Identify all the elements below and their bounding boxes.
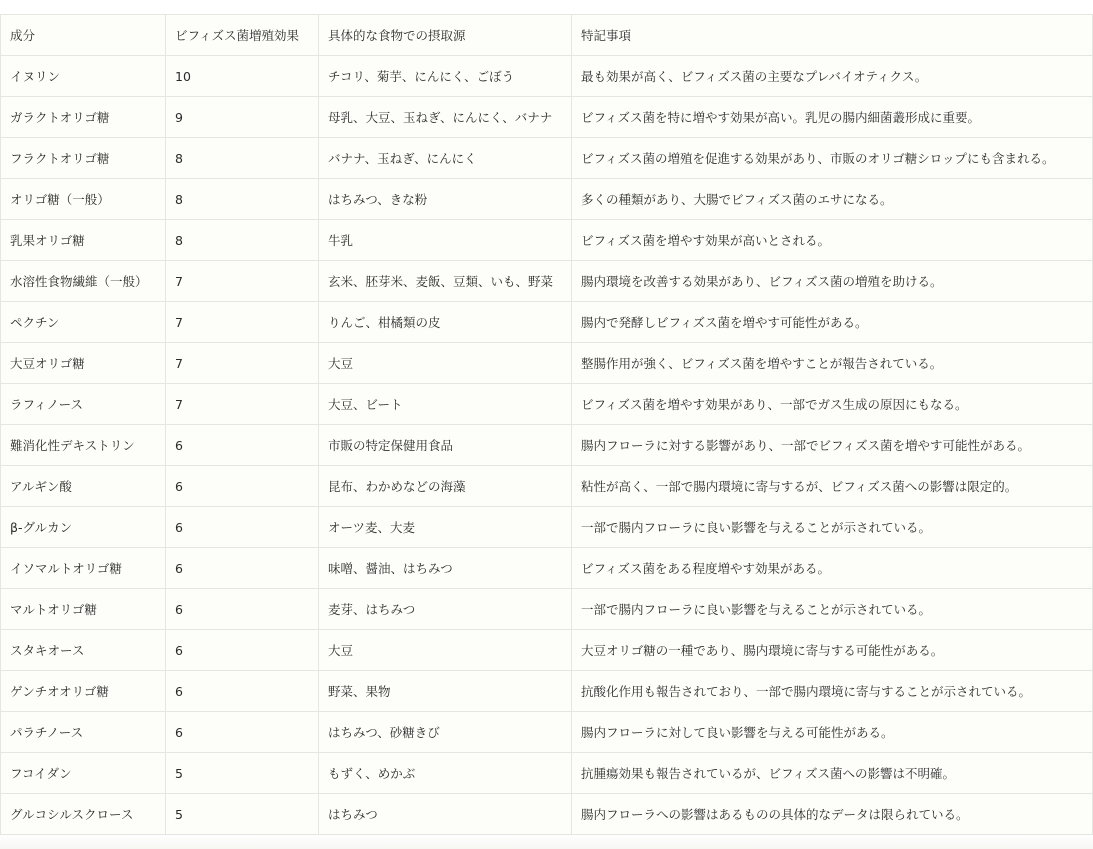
cell-effect-score: 9	[166, 97, 319, 138]
table-row	[1, 261, 1093, 302]
cell-ingredient: ガラクトオリゴ糖	[1, 97, 166, 138]
cell-food-source: 大豆	[319, 630, 572, 671]
cell-food-source: 昆布、わかめなどの海藻	[319, 466, 572, 507]
cell-food-source: オーツ麦、大麦	[319, 507, 572, 548]
cell-food-source: 野菜、果物	[319, 671, 572, 712]
header-effect: ビフィズス菌増殖効果	[166, 15, 319, 56]
table-container	[0, 14, 1093, 835]
cell-effect-score: 6	[166, 466, 319, 507]
cell-effect-score: 5	[166, 794, 319, 835]
cell-ingredient: スタキオース	[1, 630, 166, 671]
table-row	[1, 425, 1093, 466]
cell-notes: 腸内環境を改善する効果があり、ビフィズス菌の増殖を助ける。	[572, 261, 1093, 302]
cell-effect-score: 6	[166, 671, 319, 712]
cell-notes: 抗腫瘍効果も報告されているが、ビフィズス菌への影響は不明確。	[572, 753, 1093, 794]
cell-ingredient: β-グルカン	[1, 507, 166, 548]
cell-food-source: はちみつ	[319, 794, 572, 835]
cell-food-source: 麦芽、はちみつ	[319, 589, 572, 630]
cell-ingredient: グルコシルスクロース	[1, 794, 166, 835]
cell-notes: 最も効果が高く、ビフィズス菌の主要なプレバイオティクス。	[572, 56, 1093, 97]
cell-ingredient: アルギン酸	[1, 466, 166, 507]
cell-food-source: 大豆、ビート	[319, 384, 572, 425]
bottom-fade	[0, 835, 1093, 849]
cell-notes: 腸内フローラへの影響はあるものの具体的なデータは限られている。	[572, 794, 1093, 835]
cell-food-source: はちみつ、砂糖きび	[319, 712, 572, 753]
table-row	[1, 548, 1093, 589]
table-row	[1, 384, 1093, 425]
cell-food-source: 味噌、醤油、はちみつ	[319, 548, 572, 589]
cell-ingredient: 乳果オリゴ糖	[1, 220, 166, 261]
cell-notes: ビフィズス菌の増殖を促進する効果があり、市販のオリゴ糖シロップにも含まれる。	[572, 138, 1093, 179]
cell-notes: 腸内で発酵しビフィズス菌を増やす可能性がある。	[572, 302, 1093, 343]
table-row	[1, 138, 1093, 179]
cell-notes: 多くの種類があり、大腸でビフィズス菌のエサになる。	[572, 179, 1093, 220]
cell-food-source: りんご、柑橘類の皮	[319, 302, 572, 343]
cell-food-source: はちみつ、きな粉	[319, 179, 572, 220]
table-row	[1, 56, 1093, 97]
table-row	[1, 343, 1093, 384]
cell-effect-score: 8	[166, 220, 319, 261]
cell-food-source: もずく、めかぶ	[319, 753, 572, 794]
table-row	[1, 179, 1093, 220]
cell-ingredient: オリゴ糖（一般）	[1, 179, 166, 220]
cell-effect-score: 6	[166, 589, 319, 630]
cell-notes: 粘性が高く、一部で腸内環境に寄与するが、ビフィズス菌への影響は限定的。	[572, 466, 1093, 507]
cell-food-source: 母乳、大豆、玉ねぎ、にんにく、バナナ	[319, 97, 572, 138]
cell-effect-score: 7	[166, 384, 319, 425]
cell-food-source: バナナ、玉ねぎ、にんにく	[319, 138, 572, 179]
cell-effect-score: 6	[166, 425, 319, 466]
cell-ingredient: 大豆オリゴ糖	[1, 343, 166, 384]
cell-ingredient: 水溶性食物繊維（一般）	[1, 261, 166, 302]
cell-ingredient: フコイダン	[1, 753, 166, 794]
cell-food-source: 玄米、胚芽米、麦飯、豆類、いも、野菜	[319, 261, 572, 302]
cell-ingredient: ペクチン	[1, 302, 166, 343]
cell-ingredient: イソマルトオリゴ糖	[1, 548, 166, 589]
cell-food-source: 大豆	[319, 343, 572, 384]
cell-notes: 一部で腸内フローラに良い影響を与えることが示されている。	[572, 507, 1093, 548]
cell-notes: 整腸作用が強く、ビフィズス菌を増やすことが報告されている。	[572, 343, 1093, 384]
cell-effect-score: 8	[166, 179, 319, 220]
table-row	[1, 220, 1093, 261]
cell-food-source: チコリ、菊芋、にんにく、ごぼう	[319, 56, 572, 97]
cell-notes: 一部で腸内フローラに良い影響を与えることが示されている。	[572, 589, 1093, 630]
header-food-source: 具体的な食物での摂取源	[319, 15, 572, 56]
bifidobacteria-table	[0, 14, 1093, 835]
cell-effect-score: 10	[166, 56, 319, 97]
cell-food-source: 牛乳	[319, 220, 572, 261]
cell-ingredient: ゲンチオオリゴ糖	[1, 671, 166, 712]
cell-effect-score: 5	[166, 753, 319, 794]
cell-effect-score: 7	[166, 261, 319, 302]
cell-ingredient: イヌリン	[1, 56, 166, 97]
cell-effect-score: 6	[166, 548, 319, 589]
cell-ingredient: ラフィノース	[1, 384, 166, 425]
cell-notes: 抗酸化作用も報告されており、一部で腸内環境に寄与することが示されている。	[572, 671, 1093, 712]
cell-effect-score: 7	[166, 343, 319, 384]
cell-ingredient: フラクトオリゴ糖	[1, 138, 166, 179]
cell-ingredient: 難消化性デキストリン	[1, 425, 166, 466]
table-body	[1, 56, 1093, 835]
cell-ingredient: マルトオリゴ糖	[1, 589, 166, 630]
table-row	[1, 712, 1093, 753]
table-header-row	[1, 15, 1093, 56]
cell-ingredient: パラチノース	[1, 712, 166, 753]
cell-effect-score: 8	[166, 138, 319, 179]
cell-effect-score: 7	[166, 302, 319, 343]
table-row	[1, 302, 1093, 343]
cell-notes: ビフィズス菌を増やす効果が高いとされる。	[572, 220, 1093, 261]
table-row	[1, 507, 1093, 548]
cell-notes: ビフィズス菌を特に増やす効果が高い。乳児の腸内細菌叢形成に重要。	[572, 97, 1093, 138]
table-row	[1, 671, 1093, 712]
table-row	[1, 97, 1093, 138]
cell-effect-score: 6	[166, 630, 319, 671]
cell-notes: 腸内フローラに対して良い影響を与える可能性がある。	[572, 712, 1093, 753]
header-ingredient: 成分	[1, 15, 166, 56]
cell-notes: ビフィズス菌をある程度増やす効果がある。	[572, 548, 1093, 589]
cell-food-source: 市販の特定保健用食品	[319, 425, 572, 466]
header-notes: 特記事項	[572, 15, 1093, 56]
table-row	[1, 589, 1093, 630]
table-row	[1, 753, 1093, 794]
table-row	[1, 630, 1093, 671]
cell-notes: ビフィズス菌を増やす効果があり、一部でガス生成の原因にもなる。	[572, 384, 1093, 425]
cell-notes: 腸内フローラに対する影響があり、一部でビフィズス菌を増やす可能性がある。	[572, 425, 1093, 466]
cell-notes: 大豆オリゴ糖の一種であり、腸内環境に寄与する可能性がある。	[572, 630, 1093, 671]
cell-effect-score: 6	[166, 507, 319, 548]
table-row	[1, 794, 1093, 835]
table-row	[1, 466, 1093, 507]
cell-effect-score: 6	[166, 712, 319, 753]
